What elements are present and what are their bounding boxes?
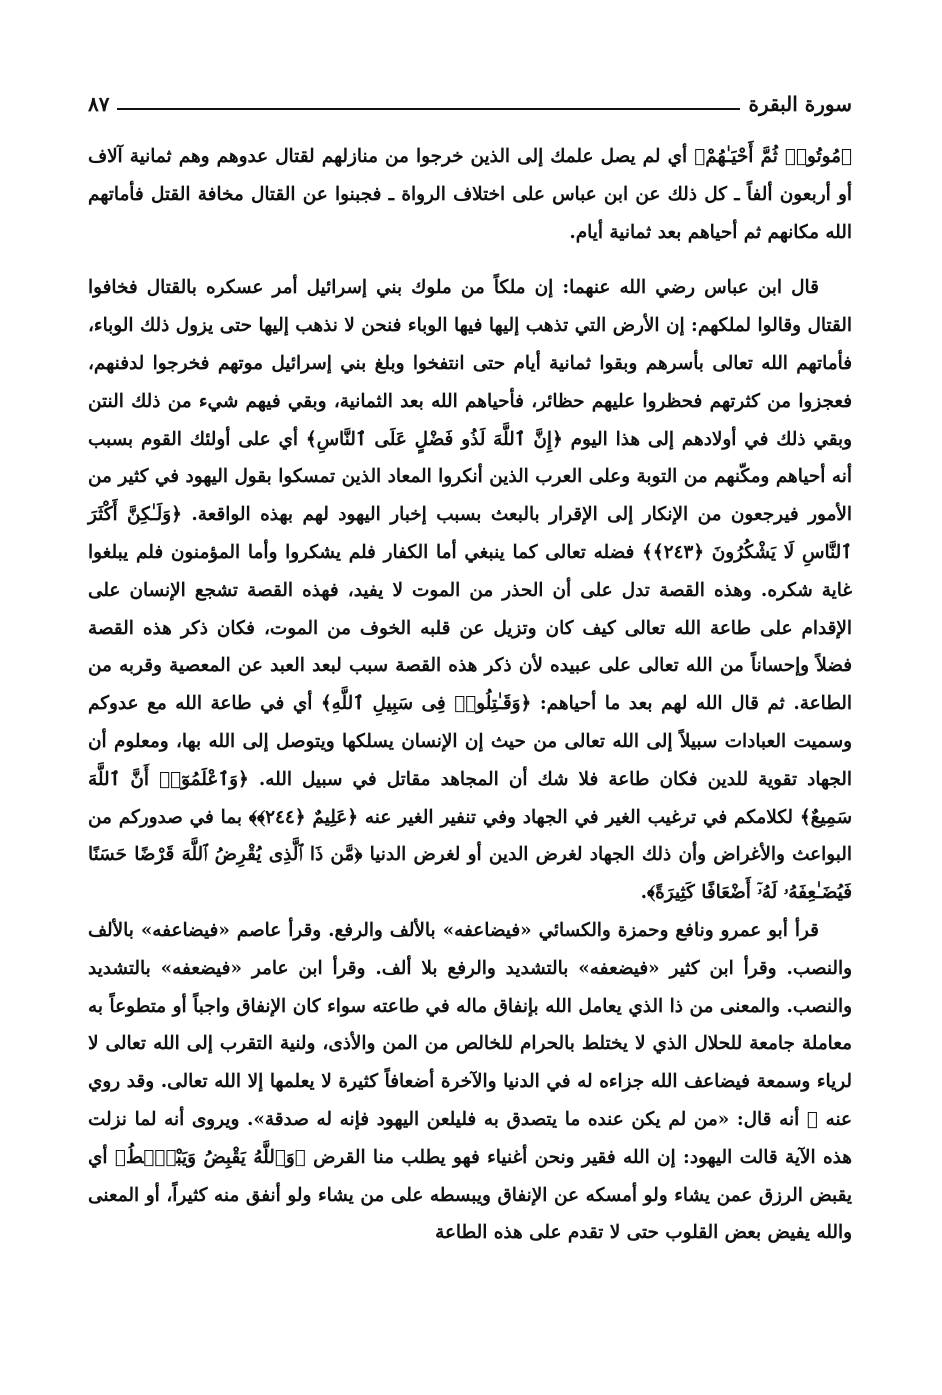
- page-number: ٨٧: [88, 92, 110, 116]
- paragraph-3: قرأ أبو عمرو ونافع وحمزة والكسائي «فيضاعفه» بالألف والرفع. وقرأ عاصم «فيضاعفه» بالألف والنصب. وقرأ ابن كثير «فيضعفه» بالتشديد والرفع بلا ألف. وقرأ ابن عامر «فيضعفه» بالتشديد والنصب. والمعنى من ذا الذي يعامل الله بإنفاق ماله في طاعته سواء كان الإنفاق واجباً أو متطوعاً به معاملة جامعة للحلال الذي لا يختلط بالحرام للخالص من المن والأذى، ولنية التقرب إلى الله تعالى لا لرياء وسمعة فيضاعف الله جزاءه له في الدنيا والآخرة أضعافاً كثيرة لا يعلمها إلا الله تعالى. وقد روي عنه ﷺ أنه قال: «من لم يكن عنده ما يتصدق به فليلعن اليهود فإنه له صدقة». ويروى أنه لما نزلت هذه الآية قالت اليهود: إن الله فقير ونحن أغنياء فهو يطلب منا القرض ﴿وَٱللَّهُ يَقْبِضُ وَيَبْصُۜطُ﴾ أي يقبض الرزق عمن يشاء ولو أمسكه عن الإنفاق ويبسطه على من يشاء ولو أنفق منه كثيراً، أو المعنى والله يفيض بعض القلوب حتى لا تقدم على هذه الطاعة: [88, 919, 852, 1244]
- paragraph-1: ﴿مُوتُوا۟ ثُمَّ أَحْيَـٰهُمْ﴾ أي لم يصل علمك إلى الذين خرجوا من منازلهم لقتال عدوهم وهم ثمانية آلاف أو أربعون ألفاً ـ كل ذلك عن ابن عباس على اختلاف الرواة ـ فجبنوا عن القتال مخافة القتل فأماتهم الله مكانهم ثم أحياهم بعد ثمانية أيام.: [88, 146, 852, 243]
- paragraph-2: قال ابن عباس رضي الله عنهما: إن ملكاً من ملوك بني إسرائيل أمر عسكره بالقتال فخافوا القتال وقالوا لملكهم: إن الأرض التي تذهب إليها فيها الوباء فنحن لا نذهب إليها حتى يزول ذلك الوباء، فأماتهم الله تعالى بأسرهم وبقوا ثمانية أيام حتى انتفخوا وبلغ بني إسرائيل موتهم فخرجوا لدفنهم، فعجزوا من كثرتهم فحظروا عليهم حظائر، فأحياهم الله بعد الثمانية، وبقي فيهم شيء من ذلك النتن وبقي ذلك في أولادهم إلى هذا اليوم ﴿إِنَّ ٱللَّهَ لَذُو فَضْلٍ عَلَى ٱلنَّاسِ﴾ أي على أولئك القوم بسبب أنه أحياهم ومكّنهم من التوبة وعلى العرب الذين أنكروا المعاد الذين تمسكوا بقول اليهود في كثير من الأمور فيرجعون من الإنكار إلى الإقرار بالبعث بسبب إخبار اليهود لهم بهذه الواقعة. ﴿وَلَـٰكِنَّ أَكْثَرَ ٱلنَّاسِ لَا يَشْكُرُونَ ﴿٢٤٣﴾﴾ فضله تعالى كما ينبغي أما الكفار فلم يشكروا وأما المؤمنون فلم يبلغوا غاية شكره. وهذه القصة تدل على أن الحذر من الموت لا يفيد، فهذه القصة تشجع الإنسان على الإقدام على طاعة الله تعالى كيف كان وتزيل عن قلبه الخوف من الموت، فكان ذكر هذه القصة فضلاً وإحساناً من الله تعالى على عبيده لأن ذكر هذه القصة سبب لبعد العبد عن المعصية وقربه من الطاعة. ثم قال الله لهم بعد ما أحياهم: ﴿وَقَـٰتِلُوا۟ فِى سَبِيلِ ٱللَّهِ﴾ أي في طاعة الله مع عدوكم وسميت العبادات سبيلاً إلى الله تعالى من حيث إن الإنسان يسلكها ويتوصل إلى الله بها، ومعلوم أن الجهاد تقوية للدين فكان طاعة فلا شك أن المجاهد مقاتل في سبيل الله. ﴿وَٱعْلَمُوٓا۟ أَنَّ ٱللَّهَ سَمِيعٌ﴾ لكلامكم في ترغيب الغير في الجهاد وفي تنفير الغير عنه ﴿عَلِيمٌ ﴿٢٤٤﴾﴾ بما في صدوركم من البواعث والأغراض وأن ذلك الجهاد لغرض الدين أو لغرض الدنيا ﴿مَّن ذَا ٱلَّذِى يُقْرِضُ ٱللَّهَ قَرْضًا حَسَنًا فَيُضَـٰعِفَهُۥ لَهُۥٓ أَضْعَافًا كَثِيرَةً﴾.: [88, 277, 853, 904]
- surah-title: سورة البقرة: [748, 92, 852, 116]
- page-body: [88, 138, 852, 1252]
- header-rule: [117, 108, 740, 110]
- page-header: [88, 86, 852, 116]
